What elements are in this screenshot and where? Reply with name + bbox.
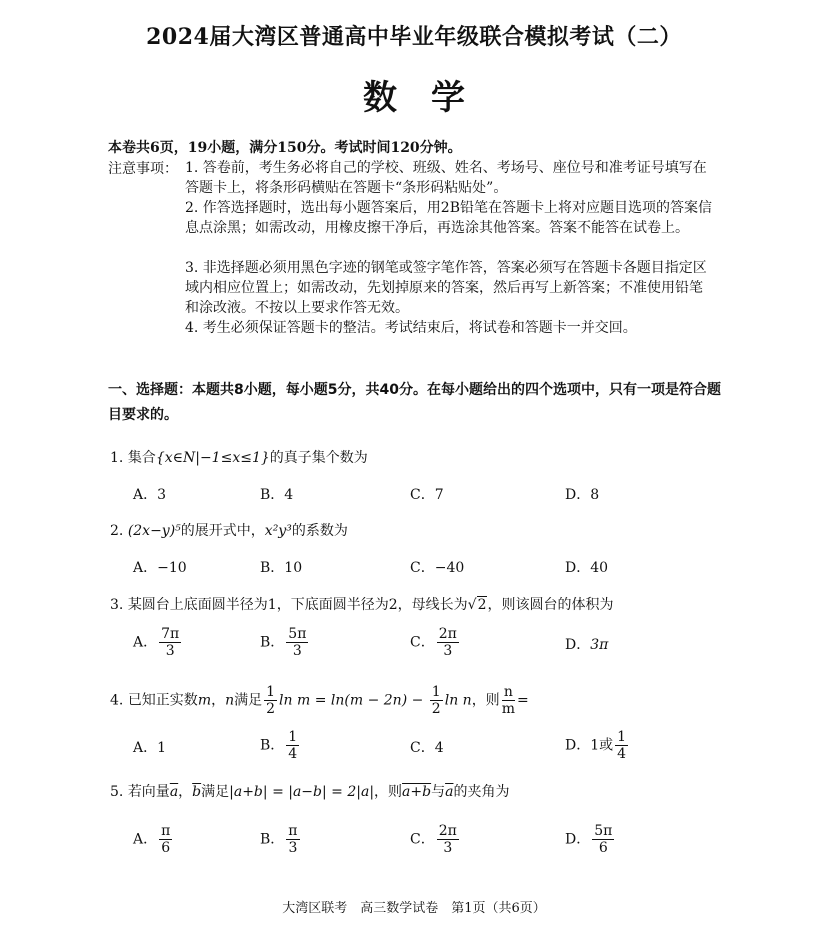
q4-option-d: D．1或 $\frac{1}{4}$ bbox=[565, 729, 627, 762]
q5-option-b: B． $\frac{\pi}{3}$ bbox=[260, 823, 298, 856]
q2-option-c: C．−40 bbox=[410, 560, 465, 576]
note-item: 3. 非选择题必须用黑色字迹的钢笔或签字笔作答，答案必须写在答题卡各题目指定区域内相应位置上；如需改动，先划掉原来的答案，然后再写上新答案；不准使用铅笔和涂改液。不按以上要求作答无效。 bbox=[185, 260, 707, 316]
question-3: 3. 某圆台上底面圆半径为1，下底面圆半径为2，母线长为√2，则该圆台的体积为 bbox=[110, 597, 614, 613]
notes-label: 注意事项： bbox=[108, 161, 178, 177]
subject-title: 数学 bbox=[363, 78, 499, 118]
q1-option-a: A．3 bbox=[133, 487, 167, 503]
question-1: 1. 集合{x∈N|−1≤x≤1}的真子集个数为 bbox=[110, 450, 368, 466]
note-item: 1. 答卷前，考生务必将自己的学校、班级、姓名、考场号、座位号和准考证号填写在答题卡上，将条形码横贴在答题卡“条形码粘贴处”。 bbox=[185, 160, 707, 196]
exam-title: 2024届大湾区普通高中毕业年级联合模拟考试（二） bbox=[146, 24, 682, 50]
note-item: 2. 作答选择题时，选出每小题答案后，用2B铅笔在答题卡上将对应题目选项的答案信息点涂黑；如需改动，用橡皮擦干净后，再选涂其他答案。答案不能答在试卷上。 bbox=[185, 200, 713, 236]
q3-option-d: D．3π bbox=[565, 637, 609, 653]
q5-option-c: C． $\frac{2\pi}{3}$ bbox=[410, 823, 457, 856]
section-heading: 一、选择题：本题共8小题，每小题5分，共40分。在每小题给出的四个选项中，只有一项是符合题目要求的。 bbox=[108, 382, 721, 423]
question-2: 2. (2x−y)⁵的展开式中，x²y³的系数为 bbox=[110, 523, 348, 539]
q3-option-a: A． $\frac{7\pi}{3}$ bbox=[133, 626, 180, 659]
q4-option-c: C．4 bbox=[410, 740, 444, 756]
question-4: 4. 已知正实数m，n满足 $\frac{1}{2}$ ln m = ln(m − 2n) − $\frac{1}{2}$ ln n，则 $\frac{n}{m}$ = bbox=[110, 684, 529, 717]
q5-option-d: D． $\frac{5\pi}{6}$ bbox=[565, 823, 613, 856]
question-5: 5. 若向量$\overline{a}$，$\overline{b}$满足|a+b| = |a−b| = 2|a|，则a+b与$\overline{a}$的夹角为 bbox=[110, 784, 510, 800]
note-item: 4. 考生必须保证答题卡的整洁。考试结束后，将试卷和答题卡一并交回。 bbox=[185, 320, 637, 336]
q5-option-a: A． $\frac{\pi}{6}$ bbox=[133, 823, 171, 856]
q2-option-a: A．−10 bbox=[133, 560, 187, 576]
q1-option-b: B．4 bbox=[260, 487, 294, 503]
q4-option-b: B． $\frac{1}{4}$ bbox=[260, 729, 298, 762]
q2-option-d: D．40 bbox=[565, 560, 609, 576]
page-footer: 大湾区联考 高三数学试卷 第1页（共6页） bbox=[282, 901, 546, 916]
q1-option-d: D．8 bbox=[565, 487, 600, 503]
q4-option-a: A．1 bbox=[133, 740, 167, 756]
q1-option-c: C．7 bbox=[410, 487, 444, 503]
q3-option-c: C． $\frac{2\pi}{3}$ bbox=[410, 626, 457, 659]
q3-option-b: B． $\frac{5\pi}{3}$ bbox=[260, 626, 307, 659]
exam-info: 本卷共6页，19小题，满分150分。考试时间120分钟。 bbox=[108, 140, 462, 156]
q2-option-b: B．10 bbox=[260, 560, 303, 576]
